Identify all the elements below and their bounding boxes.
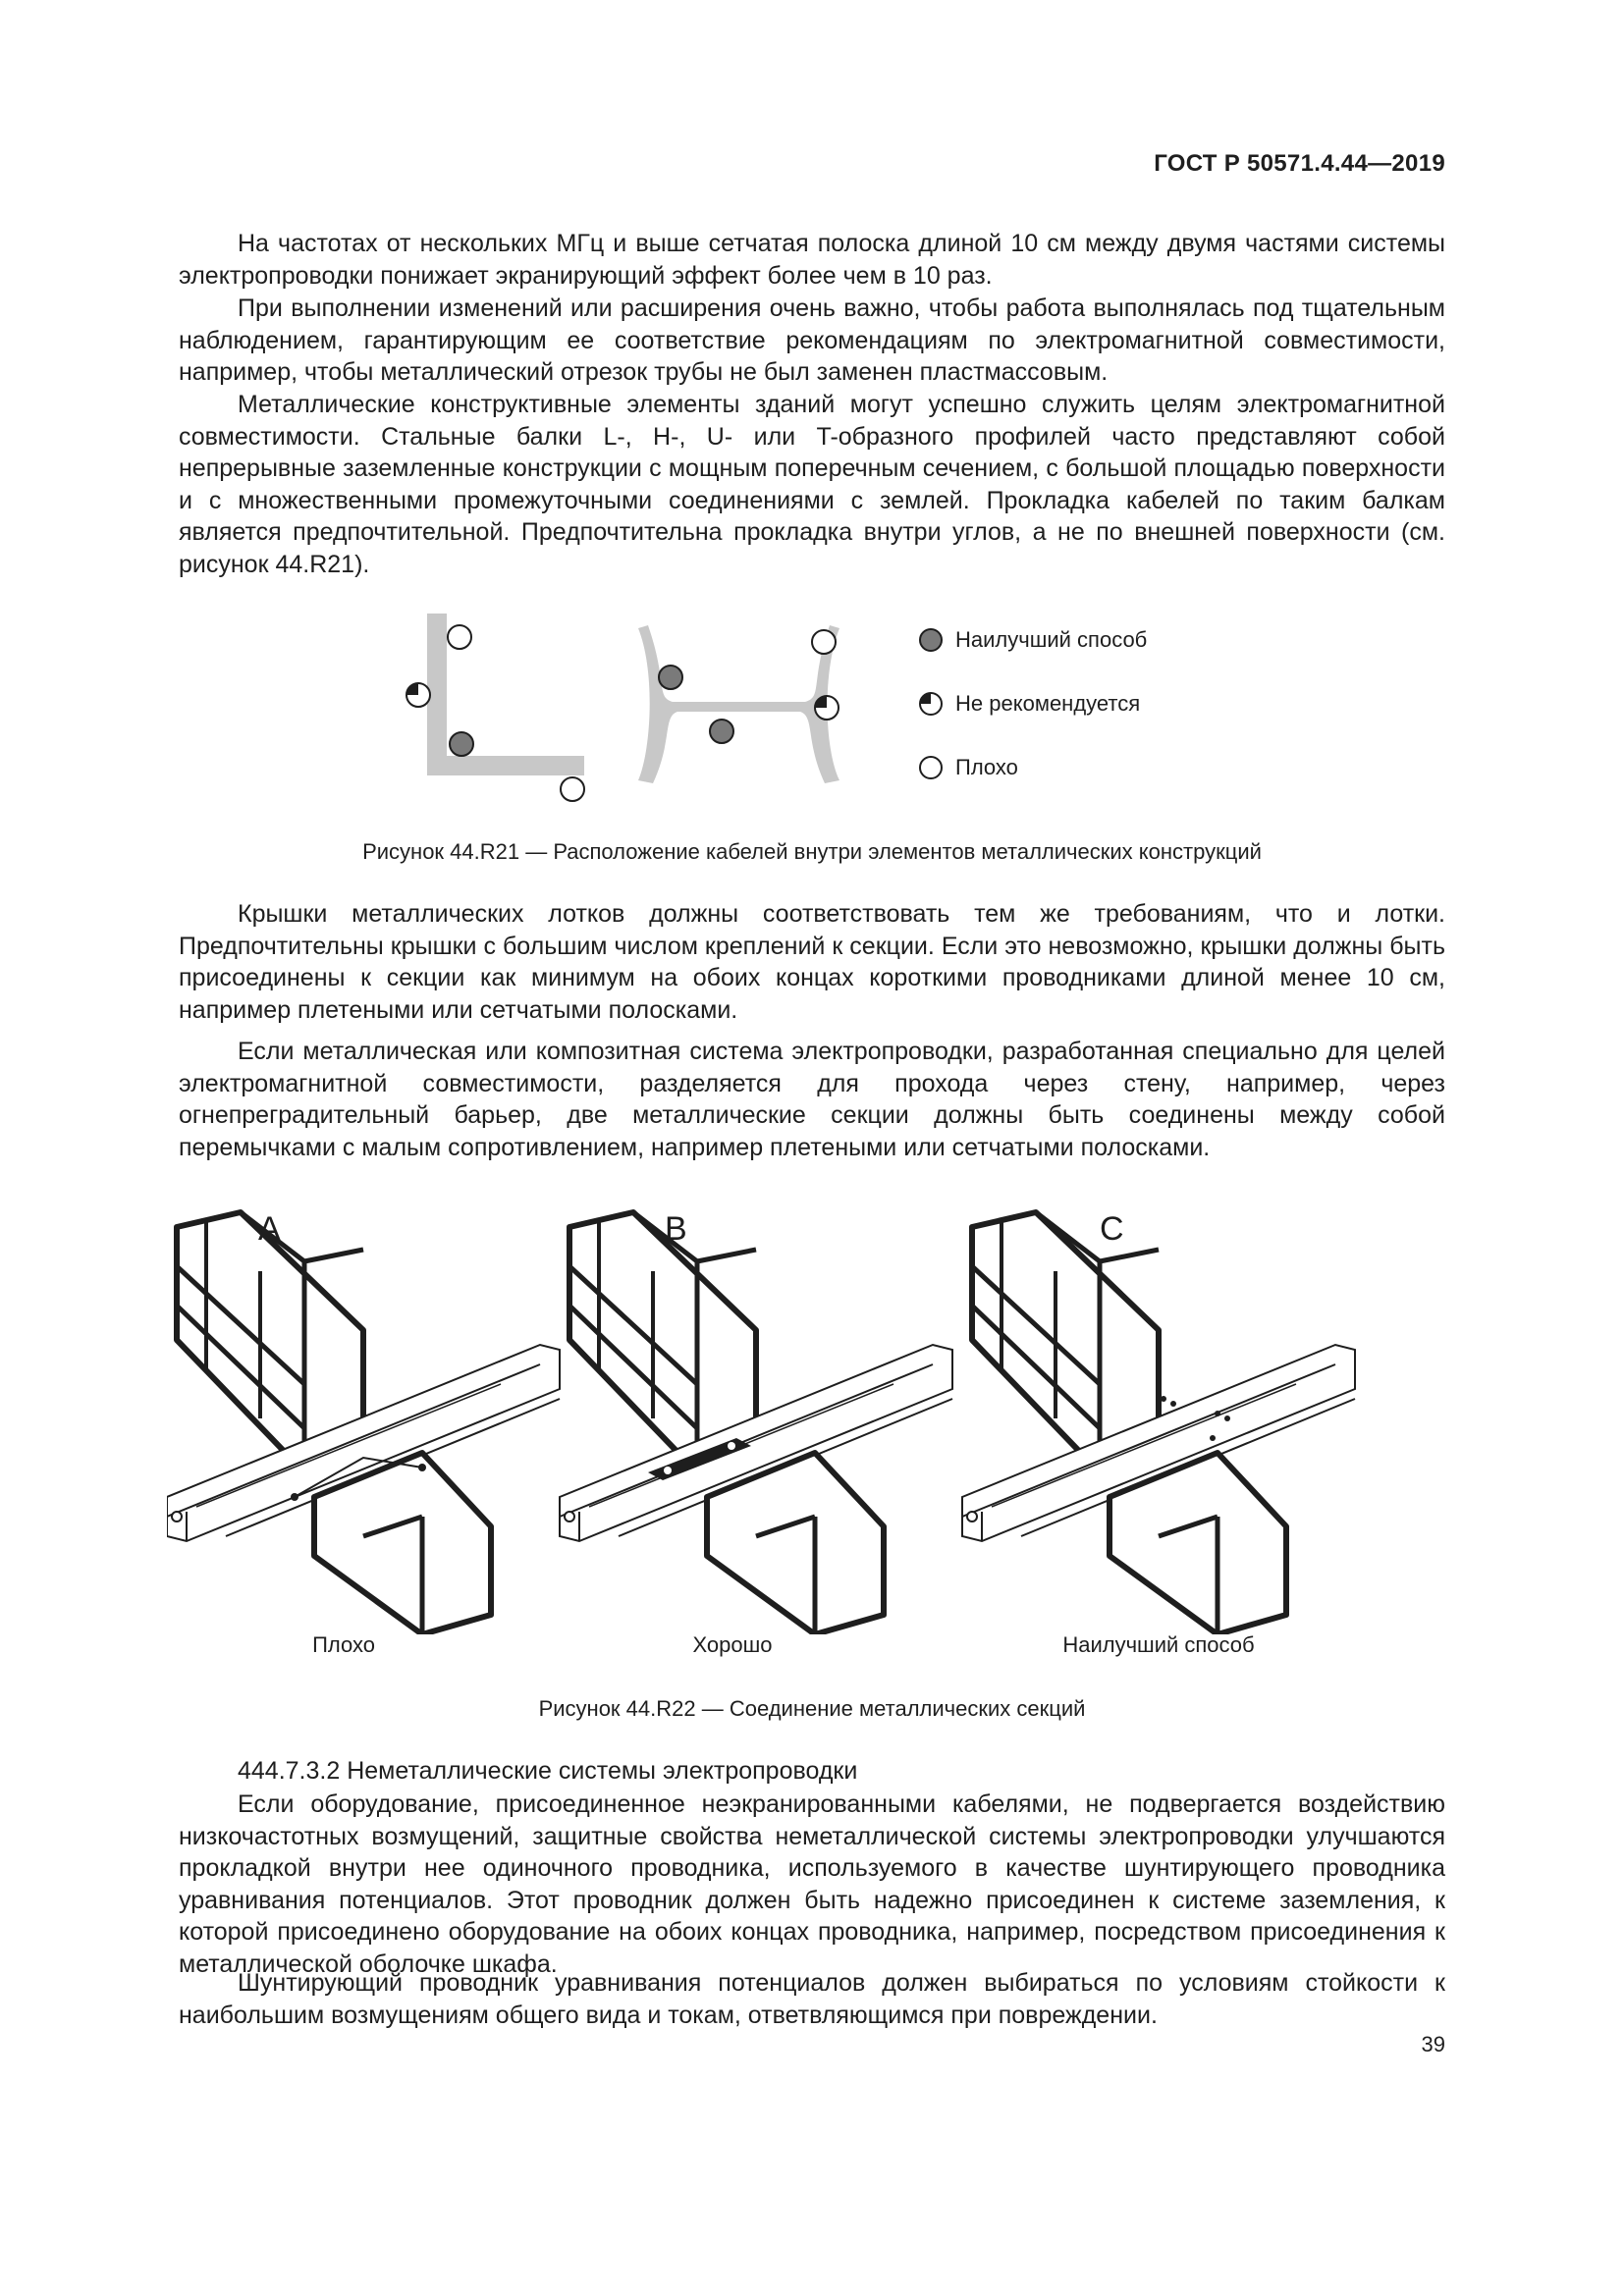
page-number: 39 <box>1421 2032 1445 2056</box>
legend-best-label: Наилучший способ <box>955 627 1148 652</box>
paragraph-7: Шунтирующий проводник уравнивания потенциалов должен выбираться по условиям стойкости к наибольшим возмущениям общего вида и токам, ответвляющимся при повреждении. <box>179 1969 1445 2029</box>
marker-bad <box>448 625 471 649</box>
panel-a-label: Плохо <box>312 1632 375 1657</box>
h-profile <box>638 625 839 783</box>
legend-not-recommended-label: Не рекомендуется <box>955 691 1141 716</box>
marker-best <box>450 732 473 756</box>
paragraph-2: При выполнении изменений или расширения очень важно, чтобы работа выполнялась под тщательным наблюдением, гарантирующим ее соответствие рекомендациям по электромагнитной совместимости, например, чтобы металлический отрезок трубы не был заменен пластмассовым. <box>179 294 1445 386</box>
legend-bad <box>918 755 1018 780</box>
marker-not-recommended <box>815 696 839 720</box>
paragraph-3: Металлические конструктивные элементы зданий могут успешно служить целям электромагнитной совместимости. Стальные балки L-, H-, U- или T-образного профилей часто представляют собой непрерывные заземленные конструкции с мощным поперечным сечением, с большой площадью поверхности и с множественными промежуточными соединениями с землей. Прокладка кабелей по таким балкам является предпочтительной. Предпочтительна прокладка внутри углов, а не по внешней поверхности (см. рисунок 44.R21). <box>179 391 1445 578</box>
document-id: ГОСТ Р 50571.4.44—2019 <box>1154 150 1445 177</box>
filled-circle-icon <box>918 627 944 653</box>
marker-bad <box>812 630 836 654</box>
section-title: Неметаллические системы электропроводки <box>347 1757 858 1785</box>
panel-c-drawing <box>962 1212 1355 1634</box>
panel-a-letter: A <box>258 1210 281 1248</box>
marker-bad <box>561 777 584 801</box>
panel-c-label: Наилучший способ <box>1062 1632 1255 1657</box>
marker-not-recommended <box>406 683 430 707</box>
legend-best <box>918 627 1147 653</box>
legend-bad-label: Плохо <box>955 755 1018 779</box>
figure-21-caption: Рисунок 44.R21 — Расположение кабелей внутри элементов металлических конструкций <box>362 839 1262 864</box>
figure-22-caption: Рисунок 44.R22 — Соединение металлических секций <box>538 1696 1086 1721</box>
panel-a-drawing <box>167 1212 560 1634</box>
legend-not-recommended <box>918 691 1140 717</box>
paragraph-5: Если металлическая или композитная система электропроводки, разработанная специально для целей электромагнитной совместимости, разделяется для прохода через стену, например, через огнепреградительный барьер, две металлические секции должны быть соединены между собой перемычками с малым сопротивлением, например плетеными или сетчатыми полосками. <box>179 1038 1445 1161</box>
paragraph-1: На частотах от нескольких МГц и выше сетчатая полоска длиной 10 см между двумя частями системы электропроводки понижает экранирующий эффект более чем в 10 раз. <box>179 230 1445 290</box>
figure-22-drawing <box>167 1202 1424 1634</box>
half-circle-icon <box>918 691 944 717</box>
panel-b-label: Хорошо <box>692 1632 773 1657</box>
section-number: 444.7.3.2 <box>238 1757 341 1785</box>
panel-b-drawing <box>560 1212 952 1634</box>
section-heading <box>238 1757 857 1786</box>
paragraph-6: Если оборудование, присоединенное неэкранированными кабелями, не подвергается воздействию низкочастотных возмущений, защитные свойства неметаллической системы электропроводки улучшаются прокладкой внутри нее одиночного проводника, используемого в качестве шунтирующего проводника уравнивания потенциалов. Этот проводник должен быть надежно присоединен к системе заземления, к которой присоединено оборудование на обоих концах проводника, например, посредством присоединения к металлической оболочке шкафа. <box>179 1790 1445 1978</box>
paragraph-4: Крышки металлических лотков должны соответствовать тем же требованиям, что и лотки. Предпочтительны крышки с большим числом креплений к секции. Если это невозможно, крышки должны быть присоединены к секции как минимум на обоих концах короткими проводниками длиной менее 10 см, например плетеными или сетчатыми полосками. <box>179 900 1445 1024</box>
marker-best <box>710 720 733 743</box>
panel-b-letter: B <box>665 1210 687 1248</box>
panel-c-letter: C <box>1100 1210 1124 1248</box>
marker-best <box>659 666 682 689</box>
empty-circle-icon <box>918 755 944 780</box>
